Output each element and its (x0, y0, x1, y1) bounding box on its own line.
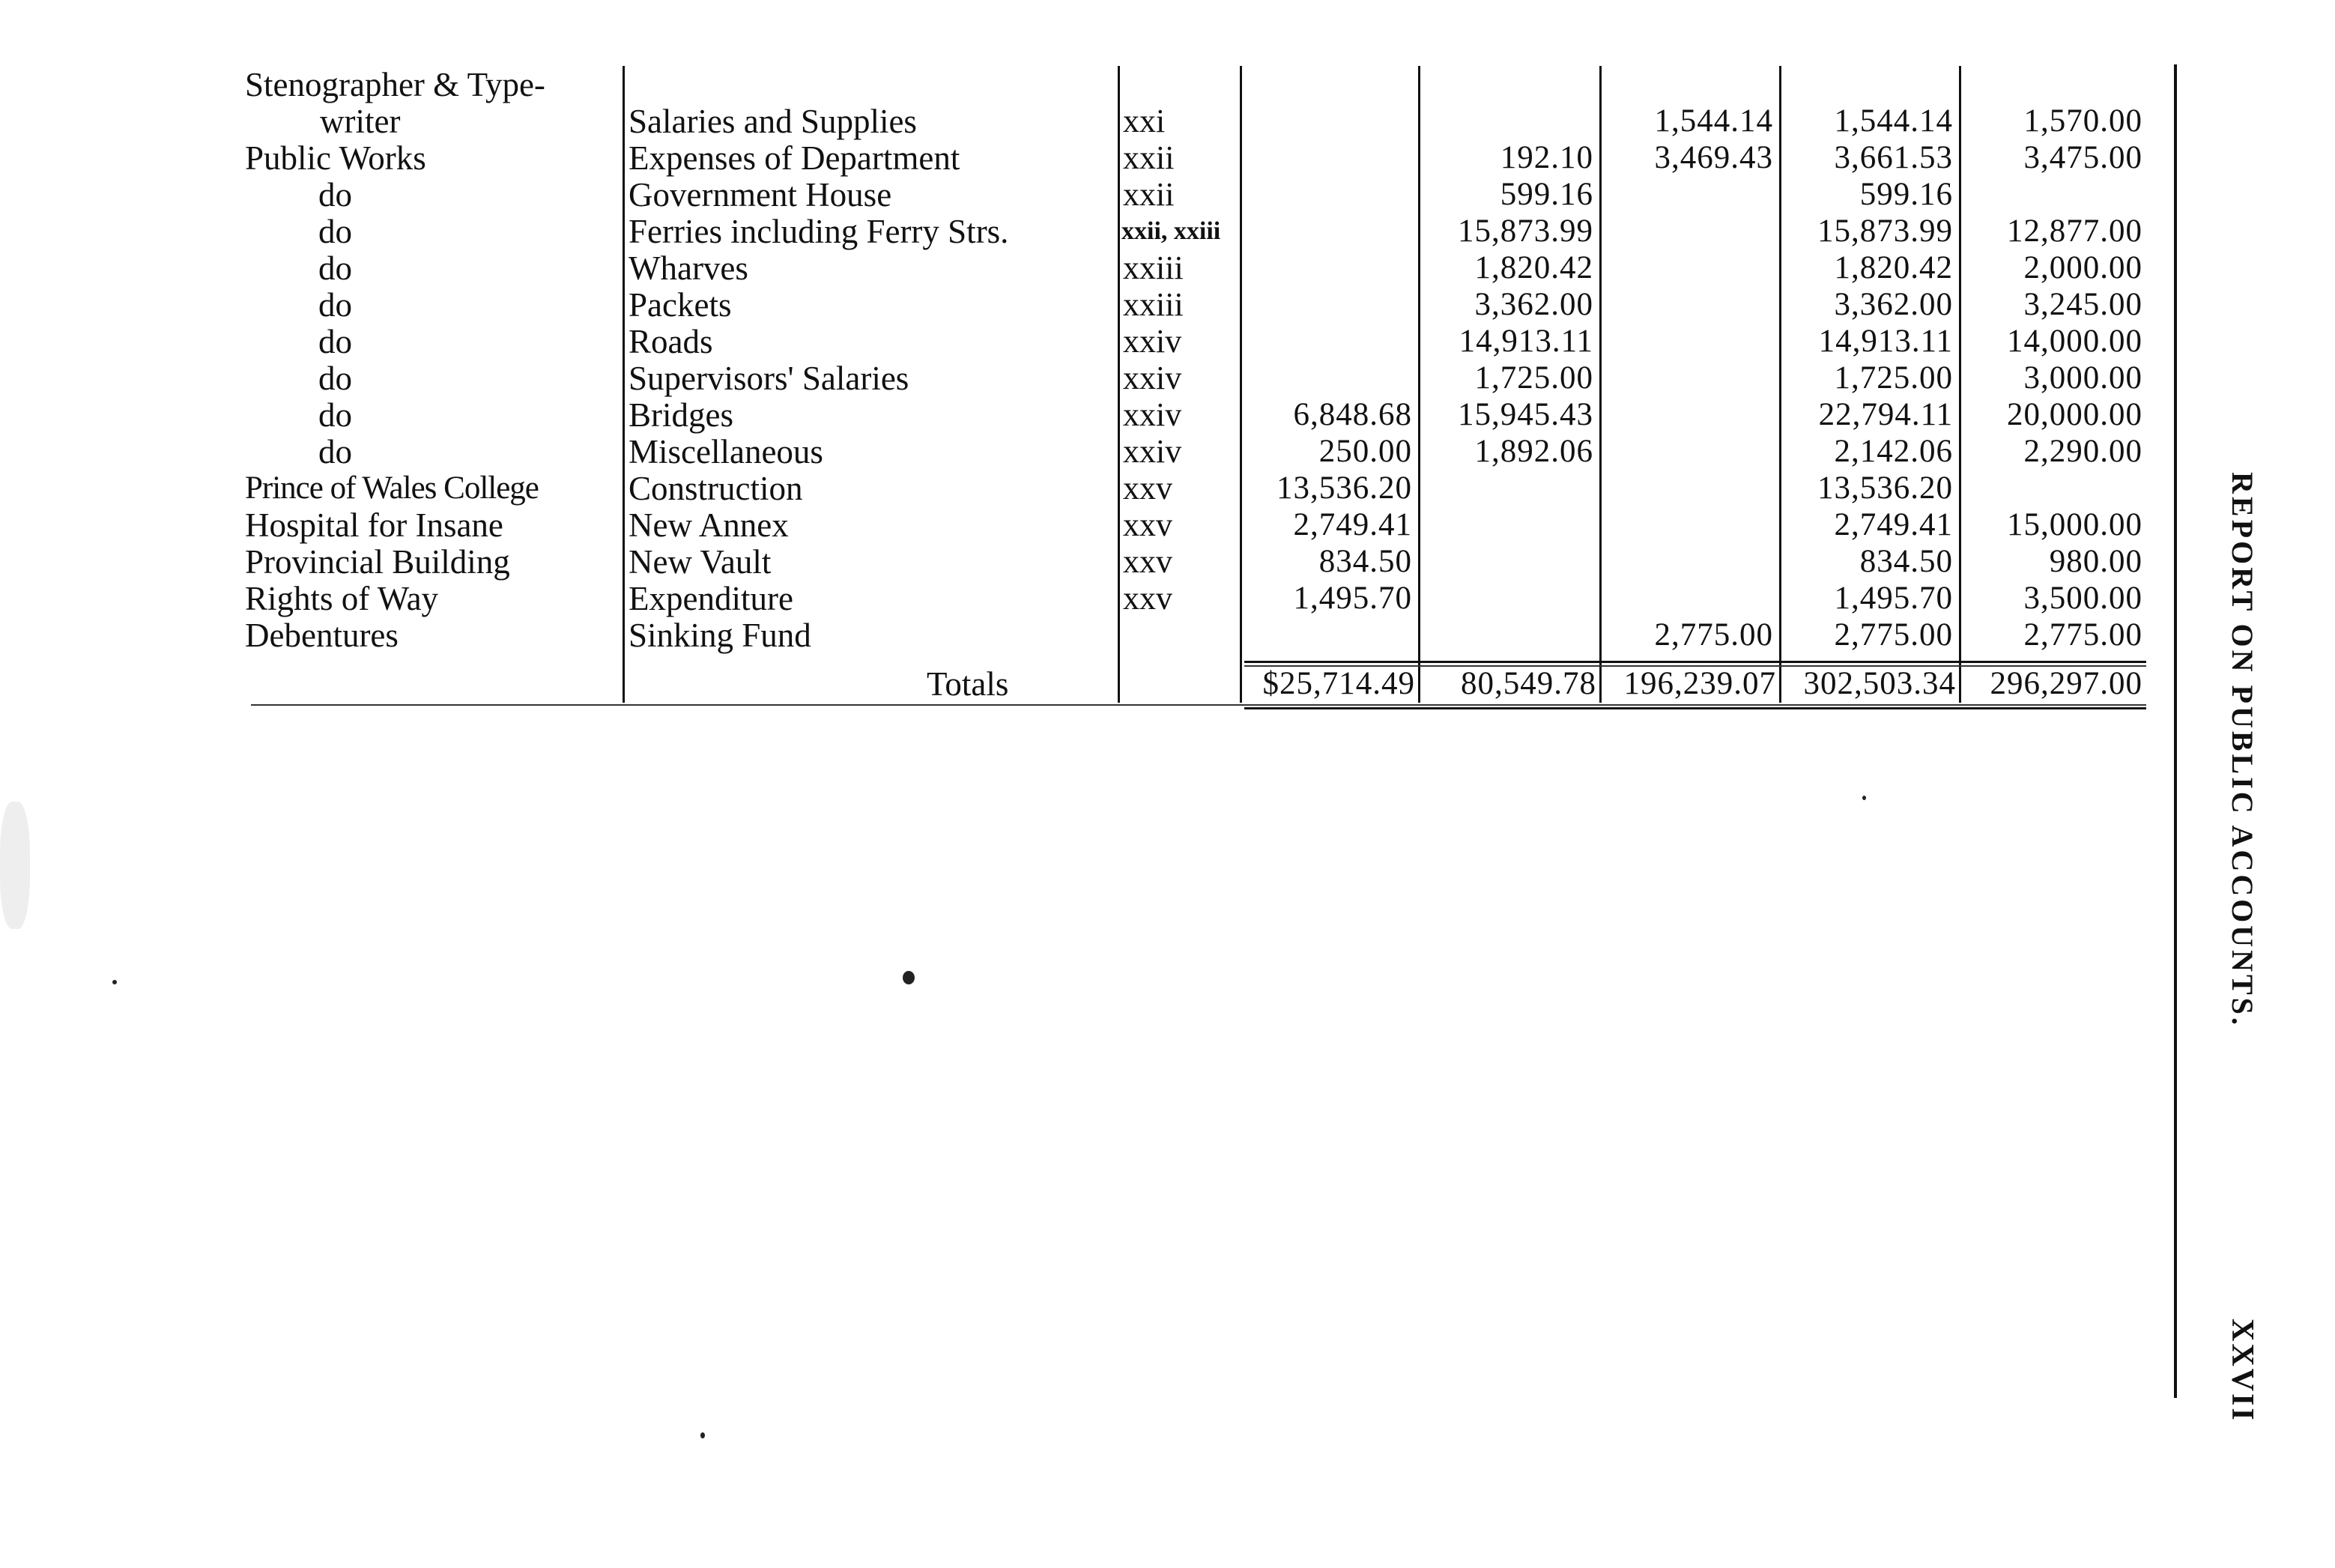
amount-cell: 2,749.41 (1834, 507, 1953, 542)
reference-cell: xxv (1123, 543, 1172, 580)
margin-rule (2174, 64, 2177, 1398)
amount-cell: 2,142.06 (1834, 434, 1953, 469)
item-cell: New Annex (629, 506, 789, 544)
department-cell: Stenographer & Type- (245, 66, 545, 103)
item-cell: Salaries and Supplies (629, 103, 917, 140)
item-cell: Packets (629, 286, 732, 324)
amount-cell: 1,495.70 (1834, 581, 1953, 616)
reference-cell: xxiv (1123, 433, 1182, 470)
amount-cell: 192.10 (1500, 140, 1593, 175)
item-cell: Supervisors' Salaries (629, 360, 909, 397)
reference-cell: xxiv (1123, 360, 1182, 396)
reference-cell: xxv (1123, 506, 1172, 543)
table-row (243, 103, 2150, 140)
amount-cell: 1,544.14 (1834, 103, 1953, 139)
amount-cell: 250.00 (1318, 434, 1412, 469)
amount-cell: 3,475.00 (2023, 140, 2142, 175)
table-row (243, 360, 2150, 397)
department-cell: Public Works (245, 139, 426, 177)
reference-cell: xxii (1123, 139, 1175, 176)
table-bottom-rule (251, 704, 2146, 706)
amount-cell: 22,794.11 (1818, 397, 1953, 432)
table-row (243, 66, 2150, 103)
department-cell: do (318, 249, 352, 287)
amount-cell: 3,362.00 (1834, 287, 1953, 322)
table-row (243, 470, 2150, 507)
table-row (243, 213, 2150, 250)
total-cell: 196,239.07 (1623, 666, 1776, 701)
item-cell: Sinking Fund (629, 617, 811, 654)
amount-cell: 599.16 (1500, 177, 1593, 212)
amount-cell: 13,536.20 (1817, 470, 1953, 506)
page-number (2221, 1319, 2266, 1423)
item-cell: Bridges (629, 396, 733, 434)
department-cell: do (318, 286, 352, 324)
amount-cell: 1,570.00 (2023, 103, 2142, 139)
total-cell: $25,714.49 (1262, 666, 1415, 701)
department-cell: Prince of Wales College (245, 470, 539, 506)
department-cell: Debentures (245, 617, 399, 654)
amount-cell: 2,000.00 (2023, 250, 2142, 285)
table-row (243, 396, 2150, 434)
item-cell: Government House (629, 176, 892, 214)
ink-dot (903, 971, 915, 984)
table-row (243, 580, 2150, 617)
amount-cell: 1,725.00 (1834, 360, 1953, 396)
reference-cell: xxi (1123, 103, 1166, 139)
item-cell: Expenses of Department (629, 139, 960, 177)
amount-cell: 15,945.43 (1458, 397, 1593, 432)
department-cell: do (318, 433, 352, 470)
item-cell: Roads (629, 323, 713, 360)
table-row (243, 617, 2150, 654)
amount-cell: 834.50 (1859, 544, 1953, 579)
table-row (243, 176, 2150, 214)
scan-smudge (0, 802, 30, 929)
item-cell: Expenditure (629, 580, 793, 617)
amount-cell: 13,536.20 (1276, 470, 1412, 506)
table-row (243, 543, 2150, 581)
department-cell: Hospital for Insane (245, 506, 503, 544)
reference-cell: xxiv (1123, 323, 1182, 360)
item-cell: Miscellaneous (629, 433, 823, 470)
reference-cell: xxv (1123, 580, 1172, 617)
amount-cell: 1,725.00 (1474, 360, 1593, 396)
totals-row (243, 665, 2150, 703)
department-cell: Rights of Way (245, 580, 439, 617)
table-bottom-rule (1244, 707, 2146, 709)
amount-cell: 3,362.00 (1474, 287, 1593, 322)
item-cell: Construction (629, 470, 803, 507)
table-row (243, 323, 2150, 360)
reference-cell: xxiv (1123, 396, 1182, 433)
totals-label: Totals (927, 665, 1009, 703)
ink-dot (112, 980, 117, 984)
amount-cell: 1,544.14 (1654, 103, 1773, 139)
item-cell: New Vault (629, 543, 772, 581)
department-cell: do (318, 176, 352, 214)
department-cell: do (318, 213, 352, 250)
amount-cell: 2,775.00 (1654, 617, 1773, 653)
amount-cell: 14,913.11 (1818, 324, 1953, 359)
department-cell: do (318, 396, 352, 434)
amount-cell: 1,892.06 (1474, 434, 1593, 469)
accounts-table (243, 66, 2150, 710)
amount-cell: 1,820.42 (1474, 250, 1593, 285)
amount-cell: 1,820.42 (1834, 250, 1953, 285)
amount-cell: 3,469.43 (1654, 140, 1773, 175)
reference-cell: xxiii (1123, 286, 1184, 323)
amount-cell: 20,000.00 (2007, 397, 2142, 432)
table-row (243, 506, 2150, 544)
amount-cell: 1,495.70 (1293, 581, 1412, 616)
ink-dot (1862, 796, 1866, 800)
total-cell: 302,503.34 (1803, 666, 1956, 701)
reference-cell: xxii (1123, 176, 1175, 213)
amount-cell: 599.16 (1859, 177, 1953, 212)
department-cell: do (318, 360, 352, 397)
department-cell: do (318, 323, 352, 360)
table-row (243, 433, 2150, 470)
amount-cell: 2,749.41 (1293, 507, 1412, 542)
table-row (243, 249, 2150, 287)
item-cell: Wharves (629, 249, 748, 287)
item-cell: Ferries including Ferry Strs. (629, 213, 1009, 250)
amount-cell: 2,775.00 (2023, 617, 2142, 653)
amount-cell: 3,500.00 (2023, 581, 2142, 616)
amount-cell: 6,848.68 (1293, 397, 1412, 432)
amount-cell: 15,000.00 (2007, 507, 2142, 542)
reference-cell: xxiii (1123, 249, 1184, 286)
amount-cell: 3,000.00 (2023, 360, 2142, 396)
running-header (2221, 472, 2266, 1041)
reference-cell: xxv (1123, 470, 1172, 506)
total-cell: 80,549.78 (1461, 666, 1596, 701)
running-header-text: REPORT ON PUBLIC ACCOUNTS. (2226, 472, 2259, 1028)
reference-cell: xxii, xxiii (1121, 217, 1221, 245)
amount-cell: 980.00 (2049, 544, 2142, 579)
amount-cell: 834.50 (1318, 544, 1412, 579)
ink-dot (700, 1432, 705, 1438)
amount-cell: 2,290.00 (2023, 434, 2142, 469)
table-row (243, 286, 2150, 324)
amount-cell: 15,873.99 (1458, 214, 1593, 249)
amount-cell: 12,877.00 (2007, 214, 2142, 249)
amount-cell: 14,913.11 (1459, 324, 1593, 359)
amount-cell: 14,000.00 (2007, 324, 2142, 359)
department-cell: writer (320, 103, 401, 140)
department-cell: Provincial Building (245, 543, 510, 581)
amount-cell: 15,873.99 (1817, 214, 1953, 249)
amount-cell: 2,775.00 (1834, 617, 1953, 653)
table-row (243, 139, 2150, 177)
subtotal-rule (1244, 661, 2146, 663)
amount-cell: 3,245.00 (2023, 287, 2142, 322)
page-number-text: XXVII (2225, 1319, 2259, 1423)
amount-cell: 3,661.53 (1834, 140, 1953, 175)
total-cell: 296,297.00 (1990, 666, 2142, 701)
